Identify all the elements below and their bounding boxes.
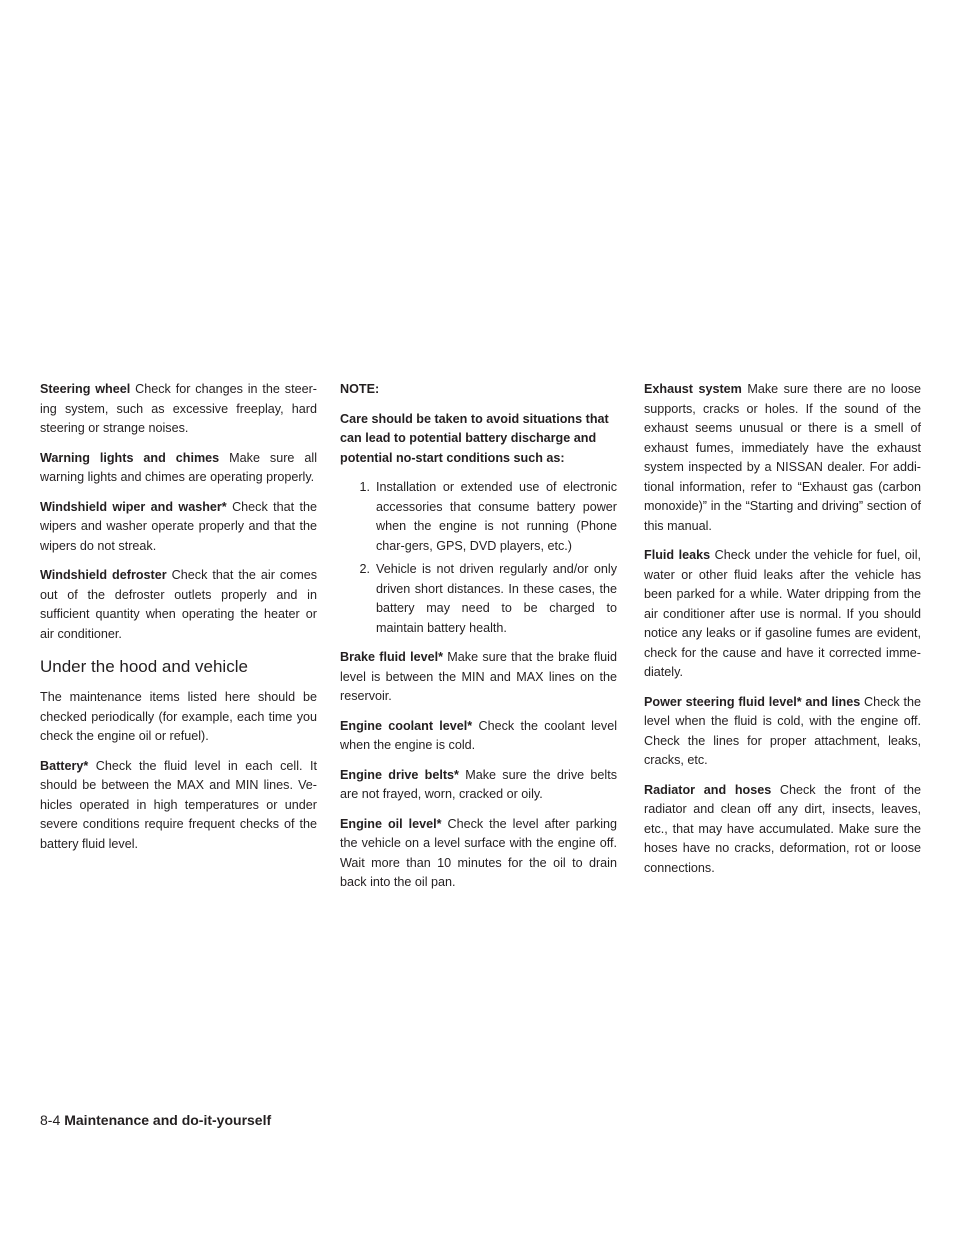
item-brake-fluid: Brake fluid level* Make sure that the brake fluid level is between the MIN and MAX lines on the reservoir. [340, 650, 617, 703]
note-heading: NOTE: [340, 382, 380, 396]
item-fluid-leaks: Fluid leaks Check under the vehicle for fuel, oil, water or other fluid leaks after the vehicle has been parked for a while. Water dripping from the air conditioner after use is normal. If you should notice any leaks or if gasoline fumes are evident, check for the cause and have it corrected imme-diately. [644, 548, 922, 679]
section-heading: Under the hood and vehicle [40, 657, 248, 676]
column-right [644, 380, 921, 888]
item-battery: Battery* Check the fluid level in each cell. It should be between the MAX and MIN lines. Ve-hicles operated in high temperatures or under severe conditions require frequent checks of the battery fluid level. [40, 758, 317, 851]
item-power-steering: Power steering fluid level* and lines Check the level when the fluid is cold, with the engine off. Check the lines for proper attachment, leaks, cracks, etc. [644, 694, 922, 767]
list-item: 1. Installation or extended use of electronic accessories that consume battery power when the engine is not running (Phone char-gers, GPS, DVD players, etc.) [359, 480, 617, 553]
page-number: 8-4 [40, 1112, 61, 1128]
item-steering-wheel: Steering wheel Check for changes in the steer-ing system, such as excessive freeplay, hard steering or strange noises. [40, 382, 317, 435]
note-lead: Care should be taken to avoid situations that can lead to potential battery discharge and potential no-start conditions such as: [340, 411, 609, 465]
item-drive-belts: Engine drive belts* Make sure the drive belts are not frayed, worn, cracked or oily. [340, 767, 618, 801]
column-middle [340, 380, 617, 903]
item-engine-oil: Engine oil level* Check the level after parking the vehicle on a level surface with the engine off. Wait more than 10 minutes for the oil to drain back into the oil pan. [340, 816, 618, 889]
item-windshield-defroster: Windshield defroster Check that the air comes out of the defroster outlets properly and in sufficient quantity when operating the heater or air conditioner. [40, 568, 318, 641]
item-radiator-hoses: Radiator and hoses Check the front of the radiator and clean off any dirt, insects, leaves, etc., that may have accumulated. Make sure the hoses have no cracks, deformation, rot or loose connections. [644, 782, 921, 875]
item-engine-coolant: Engine coolant level* Check the coolant level when the engine is cold. [340, 718, 618, 752]
column-left [40, 380, 317, 864]
section-intro: The maintenance items listed here should be checked periodically (for example, each time you check the engine oil or refuel). [40, 690, 317, 743]
list-item: 2. Vehicle is not driven regularly and/or only driven short distances. In these cases, the battery may need to be charged to maintain battery health. [359, 562, 617, 635]
note-list [340, 478, 617, 638]
page-footer [40, 1112, 271, 1128]
item-warning-lights: Warning lights and chimes Make sure all warning lights and chimes are operating properly. [40, 450, 317, 484]
item-windshield-wiper: Windshield wiper and washer* Check that the wipers and washer operate properly and that the wipers do not streak. [40, 499, 317, 553]
footer-section-title: Maintenance and do-it-yourself [64, 1112, 272, 1128]
item-exhaust-system: Exhaust system Make sure there are no loose supports, cracks or holes. If the sound of the exhaust seems unusual or there is a smell of exhaust fumes, immediately have the exhaust system inspected by a NISSAN dealer. For addi-tional information, refer to “Exhaust gas (carbon monoxide)” in the “Starting and driving” section of this manual. [644, 382, 921, 533]
